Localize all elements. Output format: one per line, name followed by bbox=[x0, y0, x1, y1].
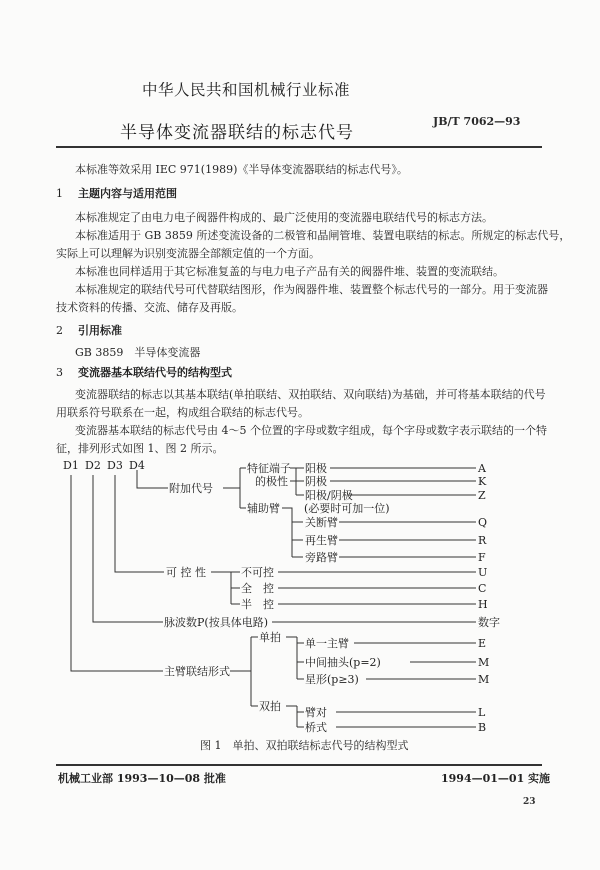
control-half: 半 控 bbox=[241, 598, 274, 611]
intro-paragraph: 本标准等效采用 IEC 971(1989)《半导体变流器联结的标志代号》。 bbox=[75, 163, 408, 176]
position-d1: D1 bbox=[63, 459, 79, 472]
code-u: U bbox=[478, 566, 488, 579]
code-a: A bbox=[478, 462, 486, 475]
aux-regen: 再生臂 bbox=[305, 534, 338, 547]
d1-label: 主臂联结形式 bbox=[164, 665, 230, 678]
code-digit: 数字 bbox=[478, 616, 500, 629]
d3-label: 可 控 性 bbox=[166, 566, 206, 579]
code-k: K bbox=[478, 475, 487, 488]
single-main-arm: 单一主臂 bbox=[305, 637, 349, 650]
polarity-note: (必要时可加一位) bbox=[304, 502, 390, 515]
paragraph: 本标准也同样适用于其它标准复盖的与电力电子产品有关的阀器件堆、装置的变流联结。 bbox=[75, 265, 504, 278]
code-q: Q bbox=[478, 516, 488, 529]
referenced-standard: GB 3859 半导体变流器 bbox=[75, 346, 201, 359]
section-title: 变流器基本联结代号的结构型式 bbox=[78, 366, 232, 379]
code-c: C bbox=[478, 582, 487, 595]
arm-pair: 臂对 bbox=[305, 706, 327, 719]
paragraph: 技术资料的传播、交流、储存及再版。 bbox=[56, 301, 243, 314]
code-b: B bbox=[478, 721, 487, 734]
polarity-anode: 阳极 bbox=[305, 462, 327, 475]
code-m1: M bbox=[478, 656, 490, 669]
code-m2: M bbox=[478, 673, 490, 686]
polarity-label-line2: 的极性 bbox=[255, 475, 288, 488]
aux-turnoff: 关断臂 bbox=[305, 516, 338, 529]
paragraph: 变流器基本联结的标志代号由 4～5 个位置的字母或数字组成，每个字母或数字表示联结的一个特 bbox=[75, 424, 547, 437]
polarity-label-line1: 特征端子 bbox=[247, 462, 291, 475]
d4-label: 附加代号 bbox=[169, 482, 213, 495]
aux-bypass: 旁路臂 bbox=[305, 551, 338, 564]
paragraph: 本标准规定的联结代号可代替联结图形，作为阀器件堆、装置整个标志代号的一部分。用于变流器 bbox=[75, 283, 548, 296]
section-number: 2 bbox=[56, 324, 63, 337]
approval-date: 机械工业部 1993—10—08 批准 bbox=[58, 772, 226, 785]
bridge: 桥式 bbox=[305, 721, 327, 734]
standard-code: JB/T 7062—93 bbox=[433, 115, 521, 128]
position-d3: D3 bbox=[107, 459, 123, 472]
aux-label: 辅助臂 bbox=[247, 502, 280, 515]
code-h: H bbox=[478, 598, 488, 611]
double-way-label: 双拍 bbox=[259, 700, 281, 713]
position-d4: D4 bbox=[129, 459, 145, 472]
code-column bbox=[477, 462, 500, 734]
control-uncontrolled: 不可控 bbox=[241, 566, 274, 579]
code-z: Z bbox=[478, 489, 486, 502]
footer-rule bbox=[56, 764, 542, 766]
paragraph: 实际上可以理解为识别变流器全部额定值的一个方面。 bbox=[56, 247, 320, 260]
section-title: 主题内容与适用范围 bbox=[78, 187, 177, 200]
center-tap: 中间抽头(p=2) bbox=[305, 656, 381, 669]
code-e: E bbox=[478, 637, 487, 650]
paragraph: 变流器联结的标志以其基本联结(单拍联结、双拍联结、双向联结)为基础，并可将基本联结的代号 bbox=[75, 388, 546, 401]
figure-caption: 图 1 单拍、双拍联结标志代号的结构型式 bbox=[200, 739, 409, 752]
document-title: 半导体变流器联结的标志代号 bbox=[120, 123, 354, 143]
control-full: 全 控 bbox=[241, 582, 274, 595]
single-way-label: 单拍 bbox=[259, 631, 281, 644]
section-number: 3 bbox=[56, 366, 63, 379]
code-r: R bbox=[478, 534, 487, 547]
paragraph: 用联系符号联系在一起，构成组合联结的标志代号。 bbox=[56, 406, 309, 419]
position-d2: D2 bbox=[85, 459, 101, 472]
issuing-organization: 中华人民共和国机械行业标准 bbox=[142, 81, 351, 99]
polarity-cathode: 阴极 bbox=[305, 475, 327, 488]
paragraph: 本标准规定了由电力电子阀器件构成的、最广泛使用的变流器电联结代号的标志方法。 bbox=[75, 211, 493, 224]
paragraph: 本标准适用于 GB 3859 所述变流设备的二极管和晶闸管堆、装置电联结的标志。所规定的标志代号， bbox=[75, 229, 571, 242]
code-f: F bbox=[478, 551, 486, 564]
polarity-anode-cathode: 阳极/阴极 bbox=[305, 489, 353, 502]
star: 星形(p≥3) bbox=[305, 673, 359, 686]
section-number: 1 bbox=[56, 187, 63, 200]
paragraph: 征，排列形式如图 1、图 2 所示。 bbox=[56, 442, 224, 455]
effective-date: 1994—01—01 实施 bbox=[441, 772, 551, 785]
page-number: 23 bbox=[523, 797, 536, 807]
section-title: 引用标准 bbox=[78, 324, 122, 337]
d2-label: 脉波数P(按具体电路) bbox=[164, 616, 268, 629]
code-l: L bbox=[478, 706, 486, 719]
